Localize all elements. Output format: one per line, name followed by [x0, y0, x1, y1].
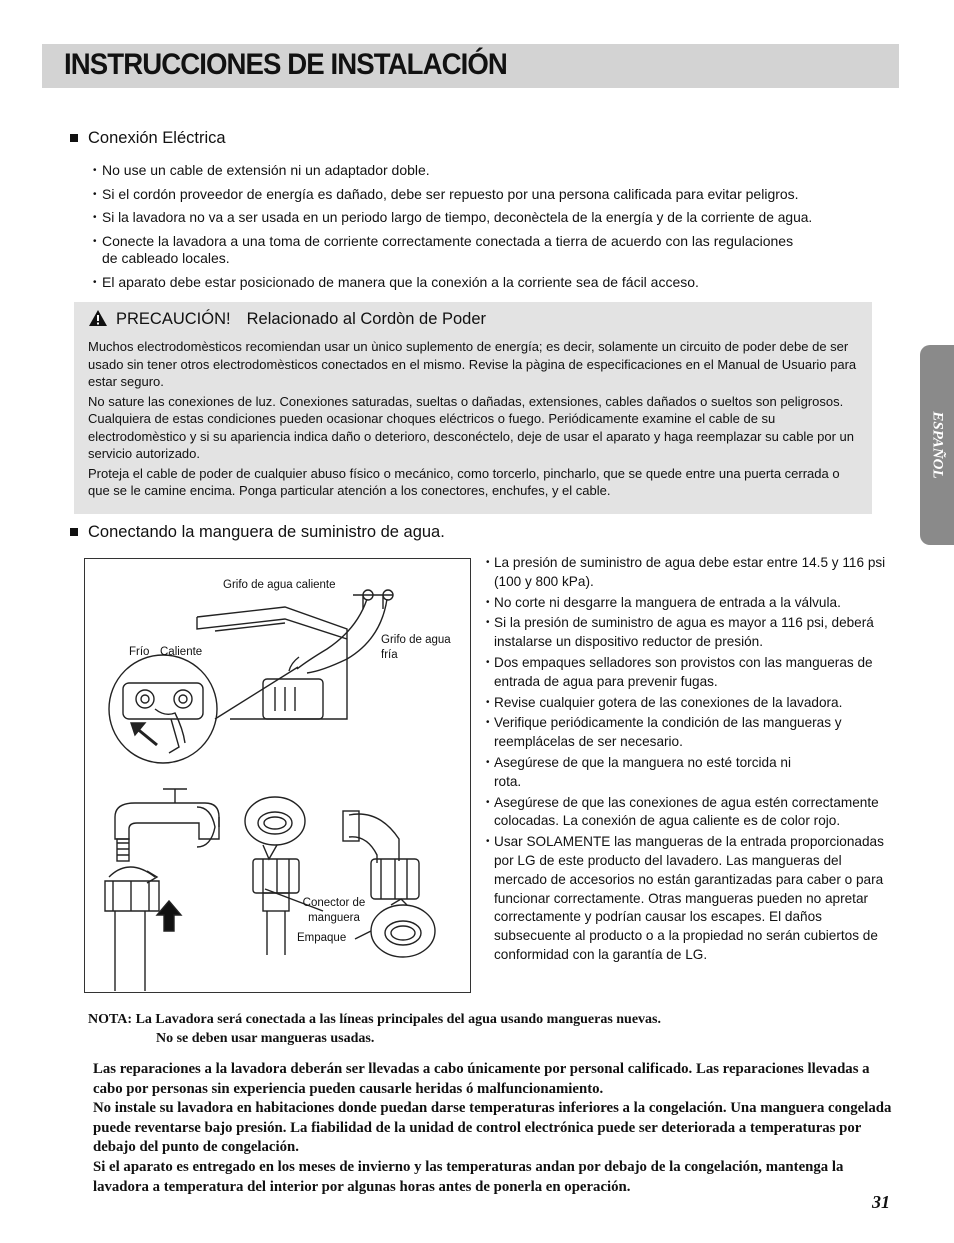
list-item: • Conecte la lavadora a una toma de corriente correctamente conectada a tierra de acuerdo con las regulaciones de cableado locales.	[93, 233, 802, 268]
caution-subject: Relacionado al Cordòn de Poder	[246, 310, 487, 328]
list-item: • La presión de suministro de agua debe estar entre 14.5 y 116 psi (100 y 800 kPa).	[486, 554, 891, 592]
electrical-heading	[70, 129, 226, 148]
list-item: • El aparato debe estar posicionado de manera que la conexión a la corriente sea de fácil acceso.	[93, 274, 893, 292]
list-item: • No use un cable de extensión ni un adaptador doble.	[93, 162, 893, 180]
caution-label: PRECAUCIÓN!	[116, 310, 231, 328]
repairs-warning	[93, 1060, 893, 1197]
list-item: • No corte ni desgarre la manguera de entrada a la válvula.	[486, 594, 891, 613]
electrical-bullet-list	[93, 162, 893, 291]
list-item: • Si el cordón proveedor de energía es dañado, debe ser repuesto por una persona calificada para evitar peligros.	[93, 186, 893, 204]
warning-icon	[88, 309, 108, 327]
water-heading-text: Conectando la manguera de suministro de agua.	[88, 523, 445, 541]
list-item: • Si la presión de suministro de agua es mayor a 116 psi, deberá instalarse un dispositivo reductor de presión.	[486, 614, 889, 652]
square-bullet-icon	[70, 528, 78, 536]
square-bullet-icon	[70, 134, 78, 142]
cold-faucet-label: Grifo de agua fría	[381, 634, 451, 661]
note-line-2: No se deben usar mangueras usadas.	[156, 1031, 375, 1046]
caution-paragraph: No sature las conexiones de luz. Conexiones saturadas, sueltas o dañadas, extensiones, cables dañados o sueltos son peligrosos. Cualquiera de estas condiciones pueden ocasionar choques eléctricos o fuego. Periódicamente examine el cable de su electrodomèstico y si su apariencia indica daño o deterioro, desconéctelo, deje de usar el aparato y haga reemplazar su cable por un servicio autorizado.	[88, 393, 855, 461]
hose-connector-label: Conector de manguera	[302, 897, 366, 924]
list-item: • Revise cualquier gotera de las conexiones de la lavadora.	[486, 694, 891, 713]
caution-heading	[88, 310, 486, 329]
gasket-label: Empaque	[297, 932, 347, 944]
electrical-heading-text: Conexión Eléctrica	[88, 129, 226, 147]
caution-box	[74, 302, 872, 514]
hot-label: Caliente	[160, 646, 203, 658]
list-item: • Si la lavadora no va a ser usada en un periodo largo de tiempo, deconèctela de la energía y de la corriente de agua.	[93, 209, 893, 227]
list-item: • Verifique periódicamente la condición de las mangueras y reemplácelas de ser necesario.	[486, 714, 874, 752]
page-title: INSTRUCCIONES DE INSTALACIÓN	[64, 48, 507, 81]
caution-paragraph: Proteja el cable de poder de cualquier abuso físico o mecánico, como torcerlo, pincharlo, que se quede entre una puerta cerrada o que se le camine encima. Ponga particular atención a los conectores, enchufes, y el cable.	[88, 465, 840, 498]
repairs-paragraph: Si el aparato es entregado en los meses de invierno y las temperaturas andan por debajo de la congelación, mantenga la lavadora a temperatura del interior por algunas horas antes de ponerla en operación.	[93, 1158, 844, 1195]
note-line-1: NOTA: La Lavadora será conectada a las líneas principales del agua usando mangueras nuevas.	[88, 1012, 662, 1027]
list-item: • Asegúrese de que la manguera no esté torcida ni rota.	[486, 754, 814, 792]
washer-hose-diagram	[85, 559, 470, 992]
water-bullet-list	[486, 554, 891, 967]
caution-body	[88, 338, 858, 502]
repairs-paragraph: No instale su lavadora en habitaciones donde puedan darse temperaturas inferiores a la congelación. Una manguera congelada puede reventarse bajo presión. La fiabilidad de la unidad de control electrónica puede ser deteriorada a temperaturas por debajo del punto de congelación.	[93, 1100, 892, 1156]
list-item: • Asegúrese de que las conexiones de agua estén correctamente colocadas. La conexión de agua caliente es de color rojo.	[486, 794, 892, 832]
repairs-paragraph: Las reparaciones a la lavadora deberán ser llevadas a cabo únicamente por personal calificado. Las reparaciones llevadas a cabo por personas sin experiencia pueden causarle heridas ó malfuncionamiento.	[93, 1061, 870, 1097]
hose-connection-illustration	[84, 558, 471, 993]
language-tab	[920, 345, 954, 545]
cold-label: Frío	[129, 646, 150, 658]
page-number: 31	[872, 1192, 890, 1212]
language-tab-label: ESPAÑOL	[929, 411, 946, 479]
list-item: • Dos empaques selladores son provistos con las mangueras de entrada de agua para prevenir fugas.	[486, 654, 884, 692]
note-block	[88, 1010, 661, 1048]
list-item: • Usar SOLAMENTE las mangueras de la entrada proporcionadas por LG de este producto del lavadero. Las mangueras del mercado de accesorios no están garantizadas para caber o para funcionar correctamente. Otras mangueras pueden no apretar correctamente y podrían causar los escapes. El daños subsecuente al producto o a la propiedad no serán cubiertos de conformidad con la garantía de LG.	[486, 833, 894, 965]
hot-faucet-label: Grifo de agua caliente	[223, 579, 336, 591]
title-bar	[42, 44, 899, 88]
water-heading	[70, 523, 445, 542]
caution-paragraph: Muchos electrodomèsticos recomiendan usar un ùnico suplemento de energía; es decir, solamente un circuito de poder debe de ser usado sin tener otros electrodomèsticos conectados en el mismo. Revise la pàgina de especificaciones en el Manual de Usuario para estar seguro.	[88, 339, 857, 389]
